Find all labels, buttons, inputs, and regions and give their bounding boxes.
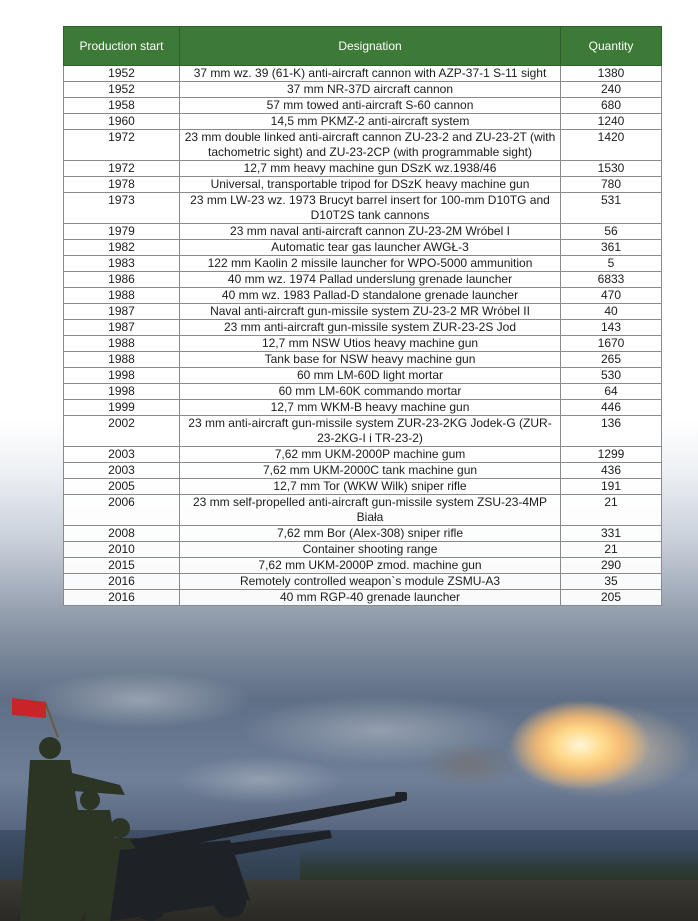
- cell-designation: Tank base for NSW heavy machine gun: [180, 352, 561, 368]
- cell-quantity: 136: [561, 416, 662, 447]
- cell-quantity: 1670: [561, 336, 662, 352]
- table-row: [64, 193, 662, 224]
- cell-quantity: 361: [561, 240, 662, 256]
- cell-quantity: 530: [561, 368, 662, 384]
- cell-designation: 23 mm anti-aircraft gun-missile system ZUR-23-2S Jod: [180, 320, 561, 336]
- cell-quantity: 531: [561, 193, 662, 224]
- cell-production-start: 2003: [64, 447, 180, 463]
- table-row: [64, 479, 662, 495]
- cell-quantity: 1530: [561, 161, 662, 177]
- production-table: [63, 26, 662, 606]
- table-row: [64, 368, 662, 384]
- cell-production-start: 2005: [64, 479, 180, 495]
- cell-quantity: 780: [561, 177, 662, 193]
- cell-production-start: 2002: [64, 416, 180, 447]
- cell-designation: 60 mm LM-60D light mortar: [180, 368, 561, 384]
- cell-quantity: 143: [561, 320, 662, 336]
- table-header-row: [64, 27, 662, 66]
- cell-designation: 122 mm Kaolin 2 missile launcher for WPO-5000 ammunition: [180, 256, 561, 272]
- table-row: [64, 416, 662, 447]
- cannon-silhouette: [110, 792, 407, 921]
- cell-production-start: 1982: [64, 240, 180, 256]
- cell-designation: Naval anti-aircraft gun-missile system ZU-23-2 MR Wróbel II: [180, 304, 561, 320]
- cell-quantity: 64: [561, 384, 662, 400]
- cell-quantity: 1299: [561, 447, 662, 463]
- table-row: [64, 590, 662, 606]
- table-row: [64, 400, 662, 416]
- cell-quantity: 1240: [561, 114, 662, 130]
- table-row: [64, 114, 662, 130]
- table-row: [64, 177, 662, 193]
- cell-quantity: 5: [561, 256, 662, 272]
- table-row: [64, 320, 662, 336]
- muzzle-flash: [470, 690, 698, 810]
- cell-quantity: 290: [561, 558, 662, 574]
- cell-production-start: 1973: [64, 193, 180, 224]
- cell-quantity: 470: [561, 288, 662, 304]
- cell-designation: 14,5 mm PKMZ-2 anti-aircraft system: [180, 114, 561, 130]
- cell-quantity: 191: [561, 479, 662, 495]
- cell-production-start: 2008: [64, 526, 180, 542]
- cell-designation: 40 mm RGP-40 grenade launcher: [180, 590, 561, 606]
- cell-production-start: 1998: [64, 368, 180, 384]
- cell-production-start: 2003: [64, 463, 180, 479]
- table-row: [64, 463, 662, 479]
- cell-production-start: 2016: [64, 574, 180, 590]
- cell-production-start: 1983: [64, 256, 180, 272]
- cell-production-start: 1988: [64, 352, 180, 368]
- table-row: [64, 558, 662, 574]
- cell-designation: 40 mm wz. 1974 Pallad underslung grenade launcher: [180, 272, 561, 288]
- cell-designation: 12,7 mm Tor (WKW Wilk) sniper rifle: [180, 479, 561, 495]
- cell-quantity: 56: [561, 224, 662, 240]
- cell-quantity: 331: [561, 526, 662, 542]
- cell-production-start: 1972: [64, 161, 180, 177]
- cell-quantity: 240: [561, 82, 662, 98]
- cell-quantity: 6833: [561, 272, 662, 288]
- table-row: [64, 98, 662, 114]
- cell-production-start: 2006: [64, 495, 180, 526]
- cell-designation: Container shooting range: [180, 542, 561, 558]
- table-row: [64, 352, 662, 368]
- table-row: [64, 82, 662, 98]
- cell-production-start: 1998: [64, 384, 180, 400]
- cell-production-start: 1960: [64, 114, 180, 130]
- table-row: [64, 384, 662, 400]
- cell-designation: Remotely controlled weapon`s module ZSMU-A3: [180, 574, 561, 590]
- cell-quantity: 680: [561, 98, 662, 114]
- cell-designation: 40 mm wz. 1983 Pallad-D standalone grenade launcher: [180, 288, 561, 304]
- cell-production-start: 1958: [64, 98, 180, 114]
- cell-production-start: 1952: [64, 82, 180, 98]
- cell-production-start: 1988: [64, 336, 180, 352]
- cell-designation: Automatic tear gas launcher AWGŁ-3: [180, 240, 561, 256]
- cell-quantity: 1380: [561, 66, 662, 82]
- cell-quantity: 1420: [561, 130, 662, 161]
- cell-production-start: 2016: [64, 590, 180, 606]
- production-table-container: [63, 26, 661, 606]
- table-row: [64, 304, 662, 320]
- anti-aircraft-gun-photo: [0, 730, 420, 921]
- table-row: [64, 256, 662, 272]
- cell-designation: 60 mm LM-60K commando mortar: [180, 384, 561, 400]
- table-body: [64, 66, 662, 606]
- cell-designation: 23 mm anti-aircraft gun-missile system ZUR-23-2KG Jodek-G (ZUR-23-2KG-I i TR-23-2): [180, 416, 561, 447]
- cell-production-start: 2010: [64, 542, 180, 558]
- cell-production-start: 1952: [64, 66, 180, 82]
- cell-production-start: 1972: [64, 130, 180, 161]
- cell-designation: 12,7 mm heavy machine gun DSzK wz.1938/46: [180, 161, 561, 177]
- cell-production-start: 1986: [64, 272, 180, 288]
- cell-production-start: 2015: [64, 558, 180, 574]
- table-row: [64, 336, 662, 352]
- table-row: [64, 542, 662, 558]
- cell-designation: 23 mm LW-23 wz. 1973 Brucyt barrel insert for 100-mm D10TG and D10T2S tank cannons: [180, 193, 561, 224]
- cell-quantity: 446: [561, 400, 662, 416]
- table-row: [64, 495, 662, 526]
- cell-designation: 23 mm naval anti-aircraft cannon ZU-23-2M Wróbel I: [180, 224, 561, 240]
- cell-designation: 7,62 mm UKM-2000P machine gum: [180, 447, 561, 463]
- cell-designation: 37 mm wz. 39 (61-K) anti-aircraft cannon with AZP-37-1 S-11 sight: [180, 66, 561, 82]
- table-row: [64, 447, 662, 463]
- table-row: [64, 574, 662, 590]
- cell-quantity: 265: [561, 352, 662, 368]
- table-row: [64, 288, 662, 304]
- table-row: [64, 240, 662, 256]
- cell-designation: 57 mm towed anti-aircraft S-60 cannon: [180, 98, 561, 114]
- cell-designation: 23 mm self-propelled anti-aircraft gun-missile system ZSU-23-4MP Biała: [180, 495, 561, 526]
- cell-production-start: 1988: [64, 288, 180, 304]
- cell-designation: 37 mm NR-37D aircraft cannon: [180, 82, 561, 98]
- table-row: [64, 161, 662, 177]
- table-row: [64, 130, 662, 161]
- cell-production-start: 1979: [64, 224, 180, 240]
- cell-designation: 7,62 mm Bor (Alex-308) sniper rifle: [180, 526, 561, 542]
- cell-designation: 7,62 mm UKM-2000P zmod. machine gun: [180, 558, 561, 574]
- header-quantity: Quantity: [561, 27, 662, 66]
- cell-quantity: 40: [561, 304, 662, 320]
- cell-designation: 12,7 mm NSW Utios heavy machine gun: [180, 336, 561, 352]
- cell-designation: 12,7 mm WKM-B heavy machine gun: [180, 400, 561, 416]
- table-row: [64, 66, 662, 82]
- cell-quantity: 436: [561, 463, 662, 479]
- cell-designation: 7,62 mm UKM-2000C tank machine gun: [180, 463, 561, 479]
- table-row: [64, 224, 662, 240]
- cell-production-start: 1999: [64, 400, 180, 416]
- table-row: [64, 272, 662, 288]
- cell-quantity: 205: [561, 590, 662, 606]
- cell-designation: Universal, transportable tripod for DSzK heavy machine gun: [180, 177, 561, 193]
- cell-quantity: 35: [561, 574, 662, 590]
- cell-designation: 23 mm double linked anti-aircraft cannon ZU-23-2 and ZU-23-2T (with tachometric sight) and ZU-23-2CP (with programmable sight): [180, 130, 561, 161]
- cell-production-start: 1987: [64, 304, 180, 320]
- cell-production-start: 1978: [64, 177, 180, 193]
- table-row: [64, 526, 662, 542]
- cell-production-start: 1987: [64, 320, 180, 336]
- header-designation: Designation: [180, 27, 561, 66]
- cell-quantity: 21: [561, 495, 662, 526]
- header-production-start: Production start: [64, 27, 180, 66]
- cell-quantity: 21: [561, 542, 662, 558]
